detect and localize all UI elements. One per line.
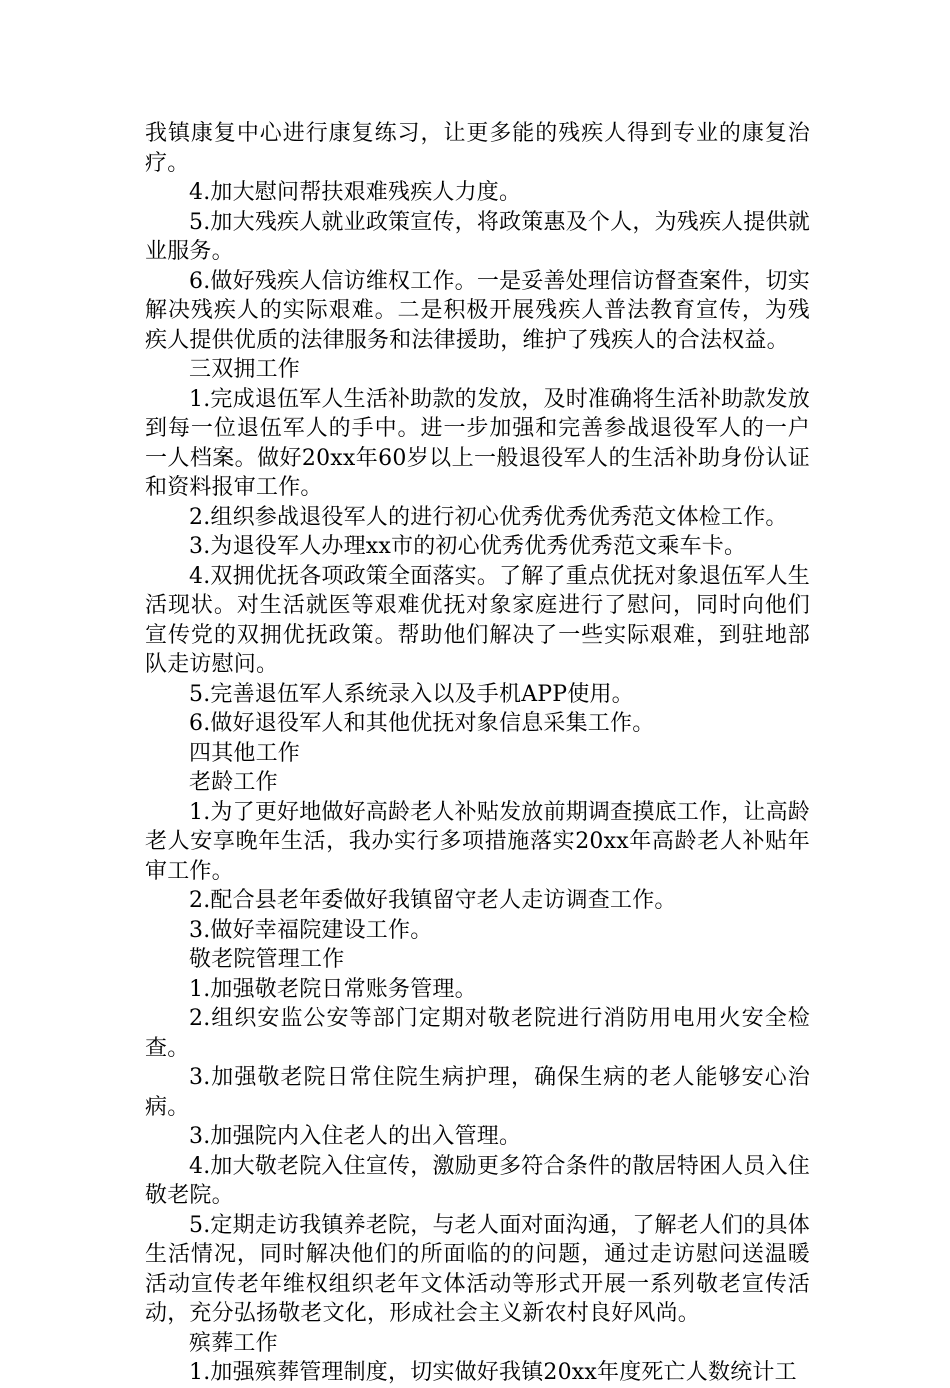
paragraph-continued: 我镇康复中心进行康复练习，让更多能的残疾人得到专业的康复治疗。 bbox=[145, 121, 810, 176]
paragraph-item: 5.定期走访我镇养老院，与老人面对面沟通，了解老人们的具体生活情况，同时解决他们的所面临的的问题，通过走访慰问送温暖活动宣传老年维权组织老年文体活动等形式开展一系列敬老宣传活动，充分弘扬敬老文化，形成社会主义新农村良好风尚。 bbox=[145, 1212, 810, 1326]
paragraph-item: 4.加大慰问帮扶艰难残疾人力度。 bbox=[189, 180, 522, 205]
paragraph-item: 5.完善退伍军人系统录入以及手机APP使用。 bbox=[189, 681, 634, 707]
subsection-heading: 殡葬工作 bbox=[189, 1330, 278, 1356]
paragraph-item: 1.加强敬老院日常账务管理。 bbox=[189, 976, 477, 1002]
paragraph-item: 1.完成退伍军人生活补助款的发放，及时准确将生活补助款发放到每一位退伍军人的手中。进一步加强和完善参战退役军人的一户一人档案。做好20xx年60岁以上一般退役军人的生活补助身份认证和资料报审工作。 bbox=[145, 386, 810, 500]
paragraph-item: 4.双拥优抚各项政策全面落实。了解了重点优抚对象退伍军人生活现状。对生活就医等艰难优抚对象家庭进行了慰问，同时向他们宣传党的双拥优抚政策。帮助他们解决了一些实际艰难，到驻地部队走访慰问。 bbox=[145, 563, 810, 677]
paragraph-item: 1.加强殡葬管理制度，切实做好我镇20xx年度死亡人数统计工 bbox=[189, 1360, 797, 1385]
paragraph-item: 3.加强敬老院日常住院生病护理，确保生病的老人能够安心治病。 bbox=[145, 1065, 810, 1120]
document-page bbox=[145, 119, 810, 1388]
section-heading: 四其他工作 bbox=[189, 740, 301, 766]
paragraph-item: 6.做好残疾人信访维权工作。一是妥善处理信访督查案件，切实解决残疾人的实际艰难。二是积极开展残疾人普法教育宣传，为残疾人提供优质的法律服务和法律援助，维护了残疾人的合法权益。 bbox=[145, 268, 810, 353]
paragraph-item: 1.为了更好地做好高龄老人补贴发放前期调查摸底工作，让高龄老人安享晚年生活，我办实行多项措施落实20xx年高龄老人补贴年审工作。 bbox=[145, 799, 810, 884]
paragraph-item: 2.配合县老年委做好我镇留守老人走访调查工作。 bbox=[189, 888, 677, 913]
section-heading: 三双拥工作 bbox=[189, 357, 301, 382]
paragraph-item: 6.做好退役军人和其他优抚对象信息采集工作。 bbox=[189, 711, 655, 736]
subsection-heading: 敬老院管理工作 bbox=[189, 947, 345, 972]
paragraph-item: 3.为退役军人办理xx市的初心优秀优秀优秀范文乘车卡。 bbox=[189, 534, 747, 559]
paragraph-item: 5.加大残疾人就业政策宣传，将政策惠及个人，为残疾人提供就业服务。 bbox=[145, 209, 810, 264]
paragraph-item: 2.组织参战退役军人的进行初心优秀优秀优秀范文体检工作。 bbox=[189, 504, 788, 530]
paragraph-item: 3.做好幸福院建设工作。 bbox=[189, 917, 433, 943]
paragraph-item: 2.组织安监公安等部门定期对敬老院进行消防用电用火安全检查。 bbox=[145, 1006, 810, 1061]
paragraph-item: 3.加强院内入住老人的出入管理。 bbox=[189, 1124, 522, 1149]
subsection-heading: 老龄工作 bbox=[189, 770, 278, 795]
paragraph-item: 4.加大敬老院入住宣传，激励更多符合条件的散居特困人员入住敬老院。 bbox=[145, 1153, 810, 1208]
